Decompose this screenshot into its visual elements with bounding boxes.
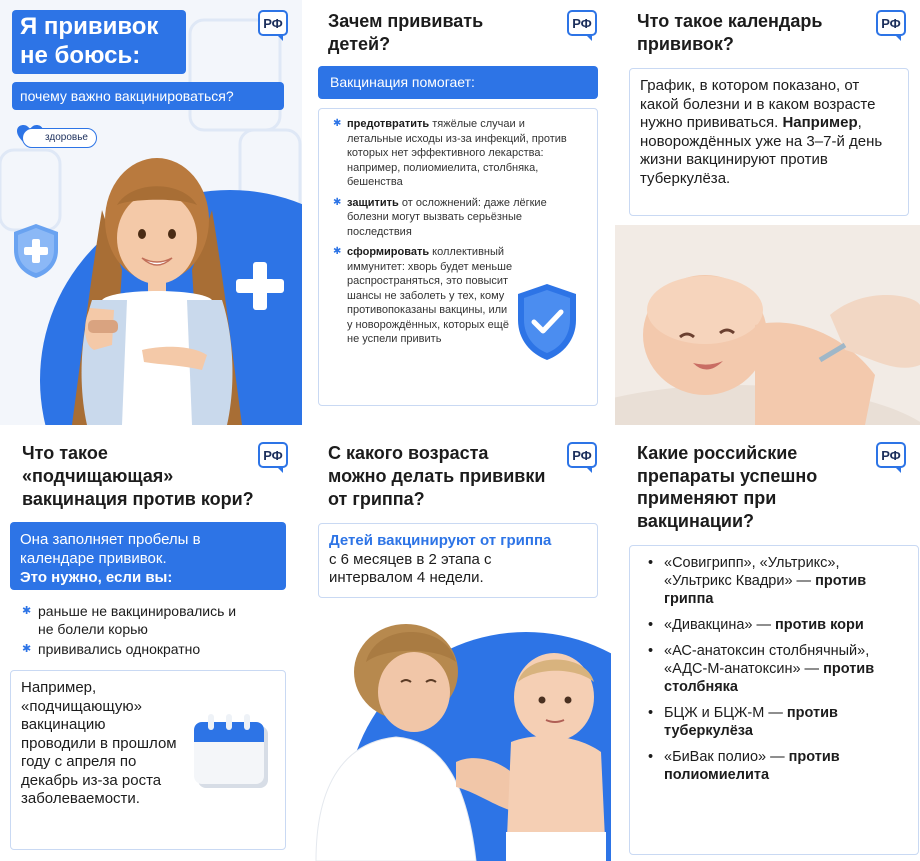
item-text: коллективный иммунитет: хворь будет меньше распространяться, это повысит шансы не заболеть у тех, кому противопоказаны вакцины, или у новорождённых, которых ещё не успели привить bbox=[347, 246, 513, 345]
item-text: тяжёлые случаи и летальные исходы из-за инфекций, против которых нет эффективного лекарства: например, полиомиелита, столбняка, бешенства bbox=[347, 118, 567, 188]
page-title: Я прививок не боюсь: bbox=[12, 10, 186, 74]
info-bold: Это нужно, если вы: bbox=[20, 569, 173, 586]
rf-badge: РФ bbox=[567, 442, 597, 468]
list-item bbox=[347, 245, 515, 347]
list-item bbox=[347, 117, 583, 190]
flu-info-box bbox=[318, 523, 598, 598]
card-title: Что такое «подчищающая» вакцинация против кори? bbox=[22, 443, 254, 509]
example-text: , новорождённых уже на 3–7-й день жизни вакцинируют против туберкулёза. bbox=[640, 114, 883, 187]
calendar-icon bbox=[190, 712, 274, 792]
card-cover bbox=[0, 0, 302, 425]
girl-illustration bbox=[72, 150, 242, 425]
item-bold: предотвратить bbox=[347, 118, 430, 130]
info-box bbox=[10, 522, 286, 590]
list-item bbox=[347, 196, 583, 240]
card-why-vaccinate bbox=[306, 0, 611, 425]
item-text: от осложнений: даже лёгкие болезни могут вызвать серьёзные последствия bbox=[347, 196, 547, 238]
card-title: С какого возраста можно делать прививки от гриппа? bbox=[328, 443, 546, 509]
card-title: Какие российские препараты успешно применяют при вакцинации? bbox=[637, 443, 818, 531]
card-flu bbox=[306, 432, 611, 861]
list-item bbox=[664, 704, 874, 740]
card-measles bbox=[0, 432, 302, 861]
vaccine-name: «АС-анатоксин столбнячный», «АДС-М-анатоксин» — bbox=[664, 643, 870, 677]
nurse-child-photo bbox=[306, 612, 611, 861]
vaccine-name: «Дивакцина» — bbox=[664, 617, 776, 633]
definition-box bbox=[629, 68, 909, 216]
shield-plus-icon bbox=[10, 222, 62, 280]
list-item bbox=[664, 616, 914, 634]
rf-badge: РФ bbox=[567, 10, 597, 36]
item-bold: защитить bbox=[347, 196, 399, 209]
list-item: ✱ прививались однократно bbox=[38, 640, 200, 658]
rf-badge: РФ bbox=[876, 10, 906, 36]
baby-photo bbox=[615, 225, 920, 425]
rf-badge: РФ bbox=[258, 10, 288, 36]
intro-box: Вакцинация помогает: bbox=[318, 66, 598, 99]
shield-check-icon bbox=[516, 282, 578, 362]
card-title: Что такое календарь прививок? bbox=[637, 11, 823, 54]
health-tag: здоровье bbox=[22, 128, 97, 148]
card-calendar bbox=[615, 0, 920, 425]
vaccines-list bbox=[629, 545, 919, 855]
vaccine-target: против кори bbox=[775, 617, 864, 633]
rf-badge: РФ bbox=[876, 442, 906, 468]
list-item bbox=[664, 554, 894, 608]
item-bold: сформировать bbox=[347, 246, 430, 258]
rf-badge: РФ bbox=[258, 442, 288, 468]
vaccine-target: против полиомиелита bbox=[664, 749, 840, 783]
vaccine-name: «БиВак полио» — bbox=[664, 749, 789, 765]
card-title: Зачем прививать детей? bbox=[328, 11, 484, 54]
page-subtitle: почему важно вакцинироваться? bbox=[12, 82, 284, 110]
vaccine-target: против столбняка bbox=[664, 661, 875, 695]
list-item: ✱ раньше не вакцинировались и не болели корью bbox=[38, 602, 248, 638]
info-text: Она заполняет пробелы в календаре прививок. bbox=[20, 531, 201, 567]
list-item bbox=[664, 748, 900, 784]
card-russian-vaccines bbox=[615, 432, 920, 861]
flu-text: с 6 месяцев в 2 этапа с интервалом 4 недели. bbox=[329, 550, 492, 586]
list-item bbox=[664, 642, 904, 696]
plus-icon bbox=[236, 262, 284, 310]
vaccine-target: против гриппа bbox=[664, 573, 867, 607]
example-text: Например, «подчищающую» вакцинацию проводили в прошлом году с апреля по декабрь из-за роста заболеваемости. bbox=[21, 679, 177, 807]
vaccine-name: БЦЖ и БЦЖ-М — bbox=[664, 705, 787, 721]
definition-text: График, в котором показано, от какой болезни и в каком возрасте нужно прививаться. bbox=[640, 77, 876, 131]
vaccine-name: «Совигрипп», «Ультрикс», «Ультрикс Квадри» — bbox=[664, 555, 840, 589]
example-label: Например bbox=[782, 114, 858, 131]
vaccine-target: против туберкулёза bbox=[664, 705, 838, 739]
flu-bold: Детей вакцинируют от гриппа bbox=[329, 532, 552, 549]
